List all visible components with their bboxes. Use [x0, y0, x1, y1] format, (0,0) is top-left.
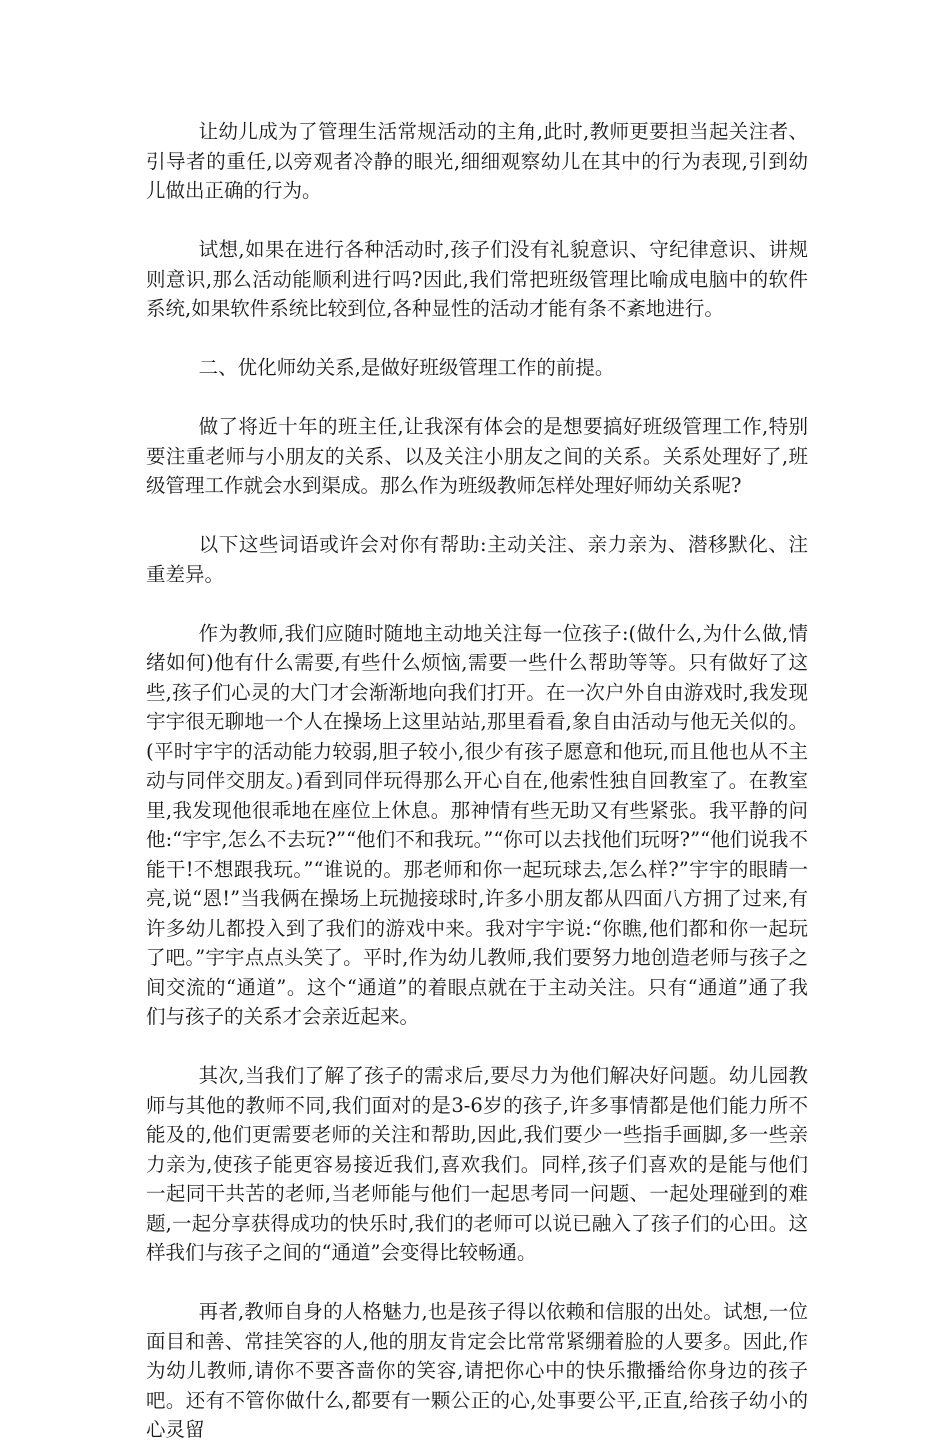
paragraph-5: 作为教师,我们应随时随地主动地关注每一位孩子:(做什么,为什么做,情绪如何)他有什么需要,有些什么烦恼,需要一些什么帮助等等。只有做好了这些,孩子们心灵的大门才会渐渐地向我们打开。在一次户外自由游戏时,我发现宇宇很无聊地一个人在操场上这里站站,那里看看,象自由活动与他无关似的。(平时宇宇的活动能力较弱,胆子较小,很少有孩子愿意和他玩,而且他也从不主动与同伴交朋友。)看到同伴玩得那么开心自在,他索性独自回教室了。在教室里,我发现他很乖地在座位上休息。那神情有些无助又有些紧张。我平静的问他:“宇宇,怎么不去玩?”“他们不和我玩。”“你可以去找他们玩呀?”“他们说我不能干!不想跟我玩。”“谁说的。那老师和你一起玩球去,怎么样?”宇宇的眼睛一亮,说“恩!”当我俩在操场上玩抛接球时,许多小朋友都从四面八方拥了过来,有许多幼儿都投入到了我们的游戏中来。我对宇宇说:“你瞧,他们都和你一起玩了吧。”宇宇点点头笑了。平时,作为幼儿教师,我们要努力地创造老师与孩子之间交流的“通道”。这个“通道”的着眼点就在于主动关注。只有“通道”通了我们与孩子的关系才会亲近起来。: [146, 621, 808, 1028]
paragraph-1: 让幼儿成为了管理生活常规活动的主角,此时,教师更要担当起关注者、引导者的重任,以旁观者冷静的眼光,细细观察幼儿在其中的行为表现,引到幼儿做出正确的行为。: [146, 120, 808, 202]
paragraph-3: 做了将近十年的班主任,让我深有体会的是想要搞好班级管理工作,特别要注重老师与小朋友的关系、以及关注小朋友之间的关系。关系处理好了,班级管理工作就会水到渠成。那么作为班级教师怎样处理好师幼关系呢?: [146, 415, 808, 497]
paragraph-2: 试想,如果在进行各种活动时,孩子们没有礼貌意识、守纪律意识、讲规则意识,那么活动能顺利进行吗?因此,我们常把班级管理比喻成电脑中的软件系统,如果软件系统比较到位,各种显性的活动才能有条不紊地进行。: [146, 238, 808, 320]
paragraph-7: 再者,教师自身的人格魅力,也是孩子得以依赖和信服的出处。试想,一位面目和善、常挂笑容的人,他的朋友肯定会比常常紧绷着脸的人要多。因此,作为幼儿教师,请你不要吝啬你的笑容,请把你心中的快乐撒播给你身边的孩子吧。还有不管你做什么,都要有一颗公正的心,处事要公平,正直,给孩子幼小的心灵留: [146, 1300, 808, 1441]
paragraph-6: 其次,当我们了解了孩子的需求后,要尽力为他们解决好问题。幼儿园教师与其他的教师不同,我们面对的是3-6岁的孩子,许多事情都是他们能力所不能及的,他们更需要老师的关注和帮助,因此,我们要少一些指手画脚,多一些亲力亲为,使孩子能更容易接近我们,喜欢我们。同样,孩子们喜欢的是能与他们一起同干共苦的老师,当老师能与他们一起思考同一问题、一起处理碰到的难题,一起分享获得成功的快乐时,我们的老师可以说已融入了孩子们的心田。这样我们与孩子之间的“通道”会变得比较畅通。: [146, 1064, 808, 1264]
section-heading: 二、优化师幼关系,是做好班级管理工作的前提。: [198, 356, 615, 379]
paragraph-4: 以下这些词语或许会对你有帮助:主动关注、亲力亲为、潜移默化、注重差异。: [146, 533, 808, 586]
